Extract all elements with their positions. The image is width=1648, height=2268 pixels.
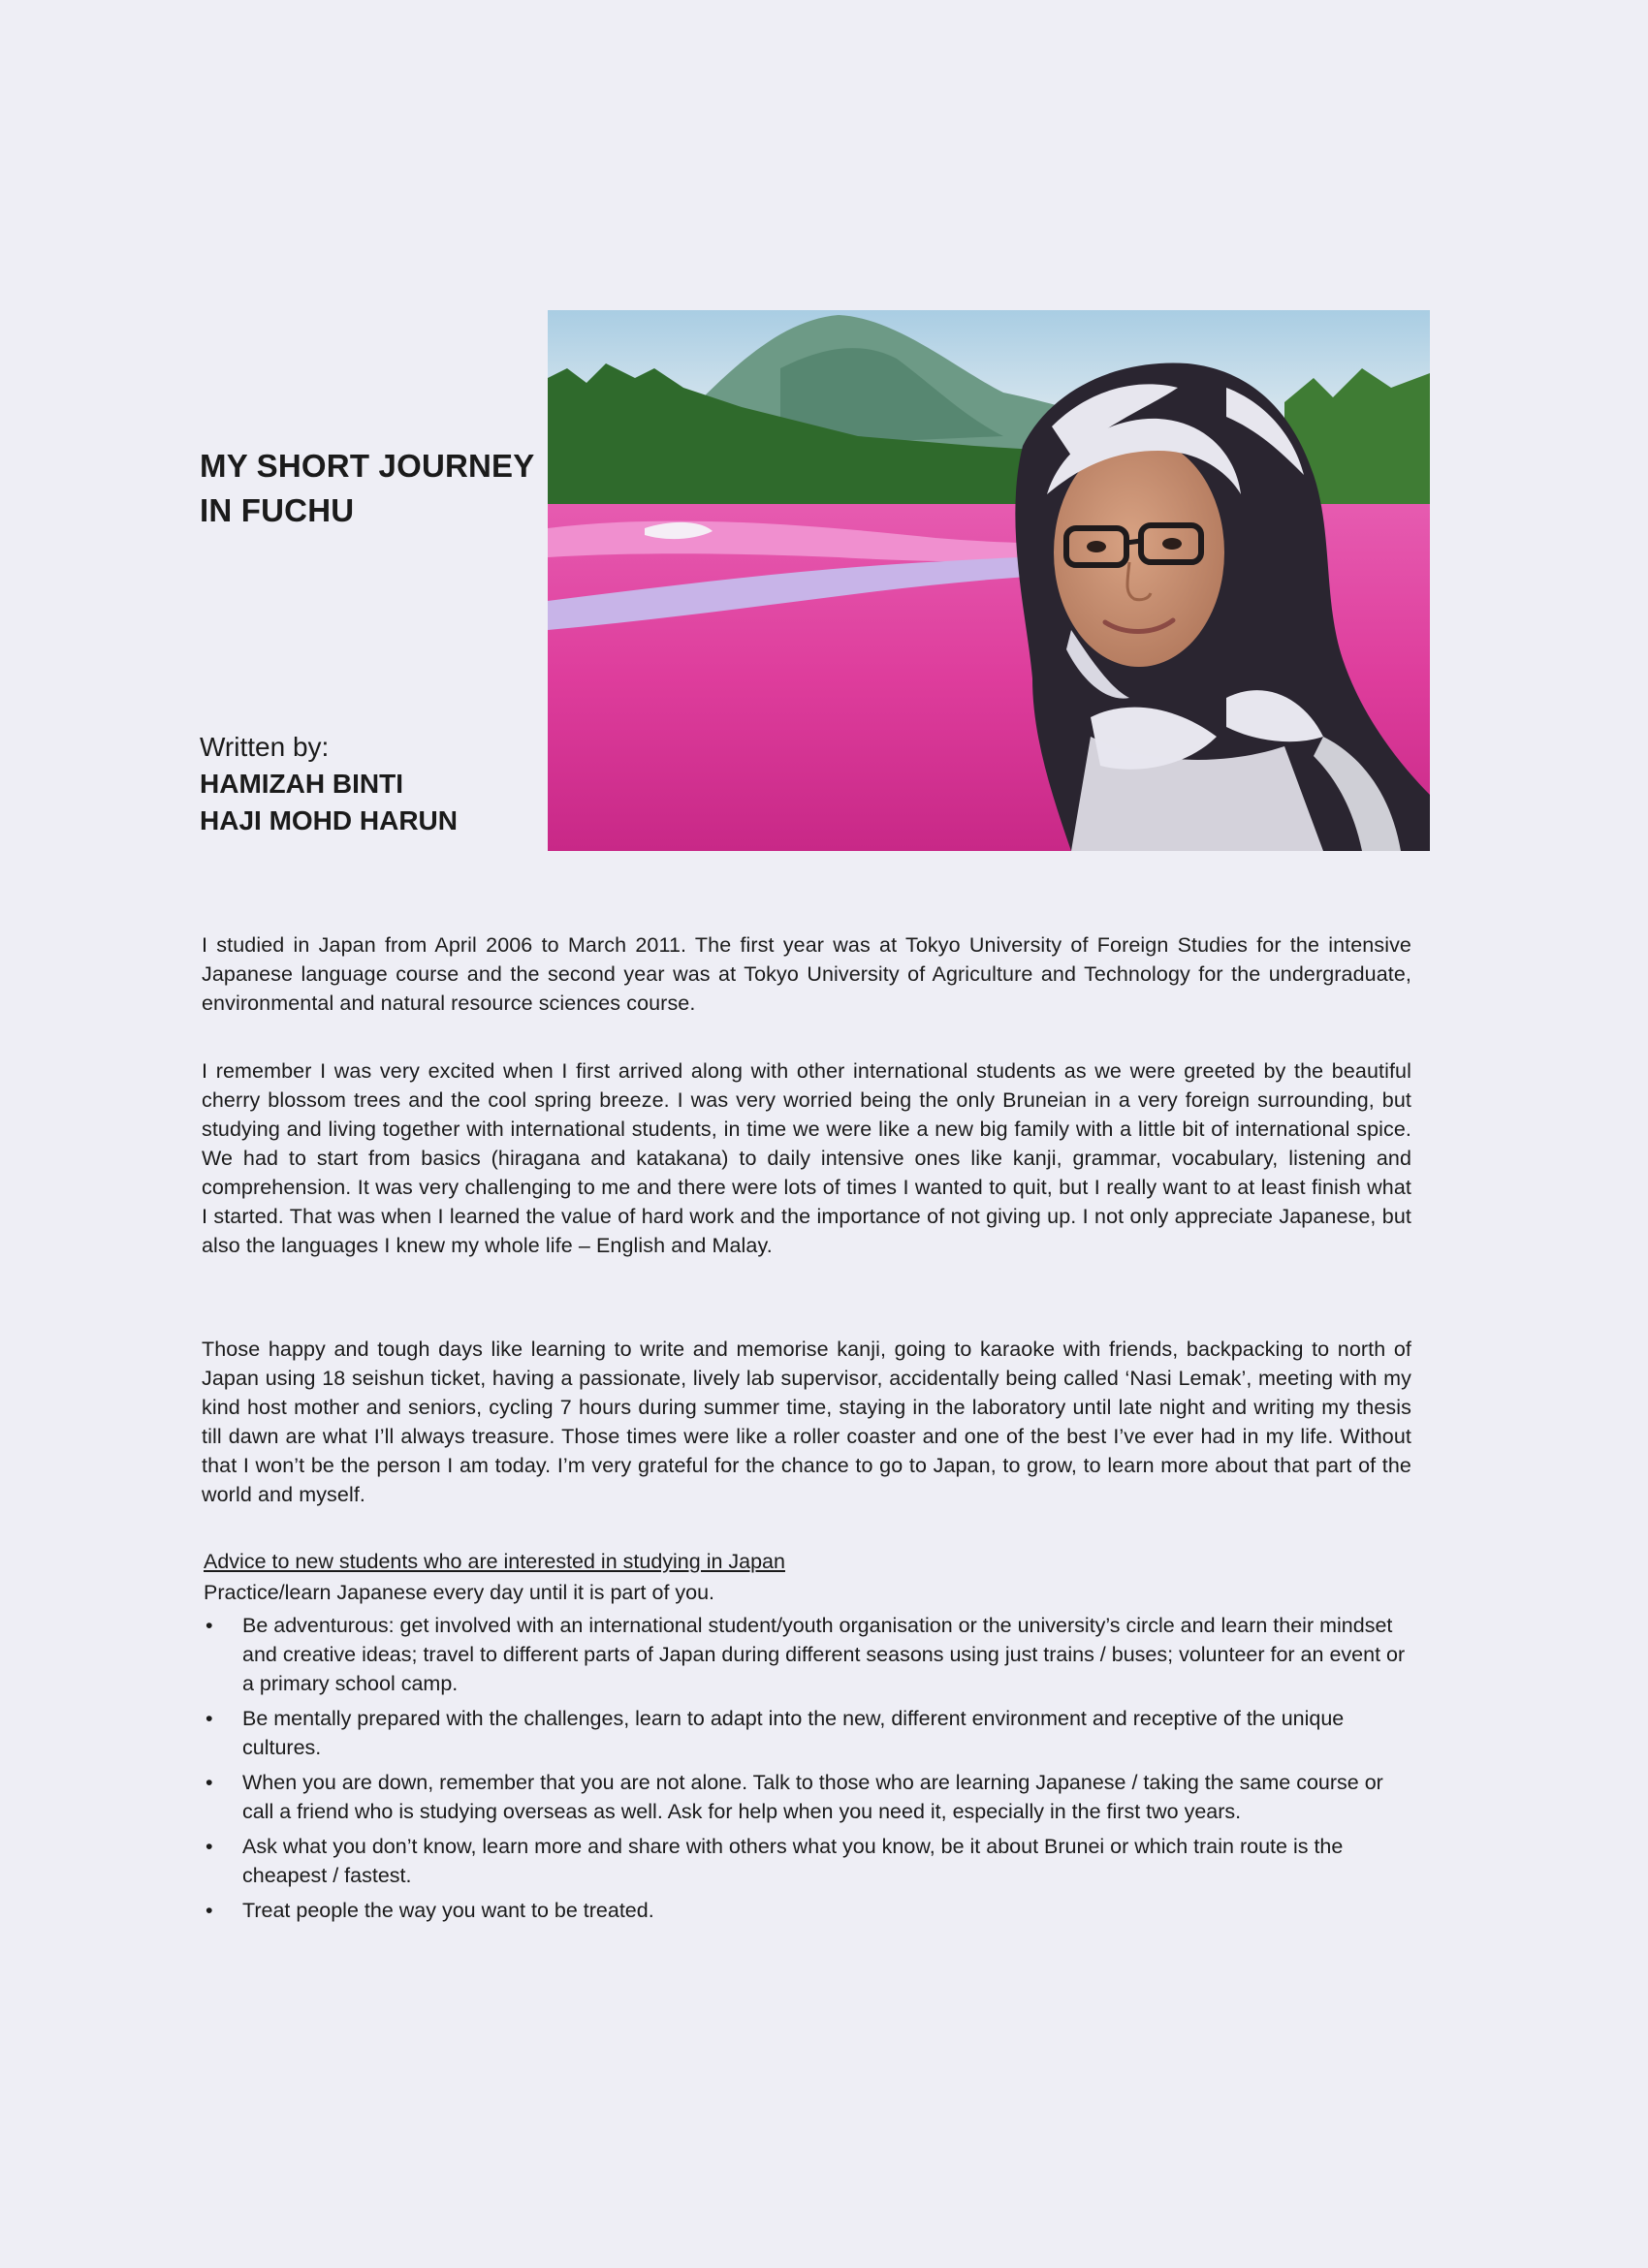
advice-list — [204, 1611, 1415, 1925]
advice-item — [204, 1896, 1415, 1925]
advice-item-text: Be adventurous: get involved with an international student/youth organisation or the university’s circle and learn their mindset and creative ideas; travel to different parts of Japan during different seasons using just trains / buses; volunteer for an event or a primary school camp. — [242, 1614, 1406, 1695]
title-line-2: IN FUCHU — [200, 492, 355, 528]
advice-section — [204, 1547, 1415, 1931]
article-title — [200, 444, 549, 533]
written-by-label: Written by: — [200, 732, 330, 762]
eye-left — [1087, 541, 1106, 552]
advice-item-text: Ask what you don’t know, learn more and share with others what you know, be it about Brunei or which train route is the cheapest / fastest. — [242, 1835, 1344, 1887]
paragraph-3: Those happy and tough days like learning to write and memorise kanji, going to karaoke with friends, backpacking to north of Japan using 18 seishun ticket, having a passionate, lively lab supervisor, accidentally being called ‘Nasi Lemak’, meeting with my kind host mother and seniors, cycling 7 hours during summer time, staying in the laboratory until late night and writing my thesis till dawn are what I’ll always treasure. Those times were like a roller coaster and one of the best I’ve ever had in my life. Without that I won’t be the person I am today. I’m very grateful for the chance to go to Japan, to grow, to learn more about that part of the world and myself. — [202, 1338, 1411, 1506]
author-name-line-1: HAMIZAH BINTI — [200, 769, 403, 799]
title-line-1: MY SHORT JOURNEY — [200, 448, 535, 484]
author-photo — [548, 310, 1430, 851]
advice-heading: Advice to new students who are interested in studying in Japan — [204, 1550, 785, 1573]
bullet: • — [206, 1771, 213, 1794]
glasses-bridge — [1126, 541, 1141, 543]
bullet: • — [206, 1614, 213, 1637]
byline — [200, 729, 549, 839]
paragraph-1: I studied in Japan from April 2006 to March 2011. The first year was at Tokyo University of Foreign Studies for the intensive Japanese language course and the second year was at Tokyo University of Agriculture and Technology for the undergraduate, environmental and natural resource sciences course. — [202, 933, 1411, 1015]
bullet: • — [206, 1899, 213, 1922]
advice-item-text: When you are down, remember that you are not alone. Talk to those who are learning Japanese / taking the same course or call a friend who is studying overseas as well. Ask for help when you need it, especially in the first two years. — [242, 1771, 1383, 1823]
advice-item — [204, 1611, 1415, 1698]
advice-intro: Practice/learn Japanese every day until it is part of you. — [204, 1581, 715, 1604]
advice-item-text: Be mentally prepared with the challenges, learn to adapt into the new, different environment and receptive of the unique cultures. — [242, 1707, 1345, 1759]
advice-item — [204, 1832, 1415, 1890]
paragraph-2: I remember I was very excited when I first arrived along with other international students as we were greeted by the beautiful cherry blossom trees and the cool spring breeze. I was very worried being the only Bruneian in a very foreign surrounding, but studying and living together with international students, in time we were like a new big family with a little bit of international spice. We had to start from basics (hiragana and katakana) to daily intensive ones like kanji, grammar, vocabulary, listening and comprehension. It was very challenging to me and there were lots of times I wanted to quit, but I really want to at least finish what I started. That was when I learned the value of hard work and the importance of not giving up. I not only appreciate Japanese, but also the languages I knew my whole life – English and Malay. — [202, 1059, 1411, 1257]
advice-item — [204, 1704, 1415, 1762]
advice-item — [204, 1768, 1415, 1826]
eye-right — [1162, 538, 1182, 550]
photo-illustration — [548, 310, 1430, 851]
bullet: • — [206, 1707, 213, 1730]
bullet: • — [206, 1835, 213, 1858]
author-name-line-2: HAJI MOHD HARUN — [200, 805, 458, 835]
advice-item-text: Treat people the way you want to be treated. — [242, 1899, 654, 1922]
